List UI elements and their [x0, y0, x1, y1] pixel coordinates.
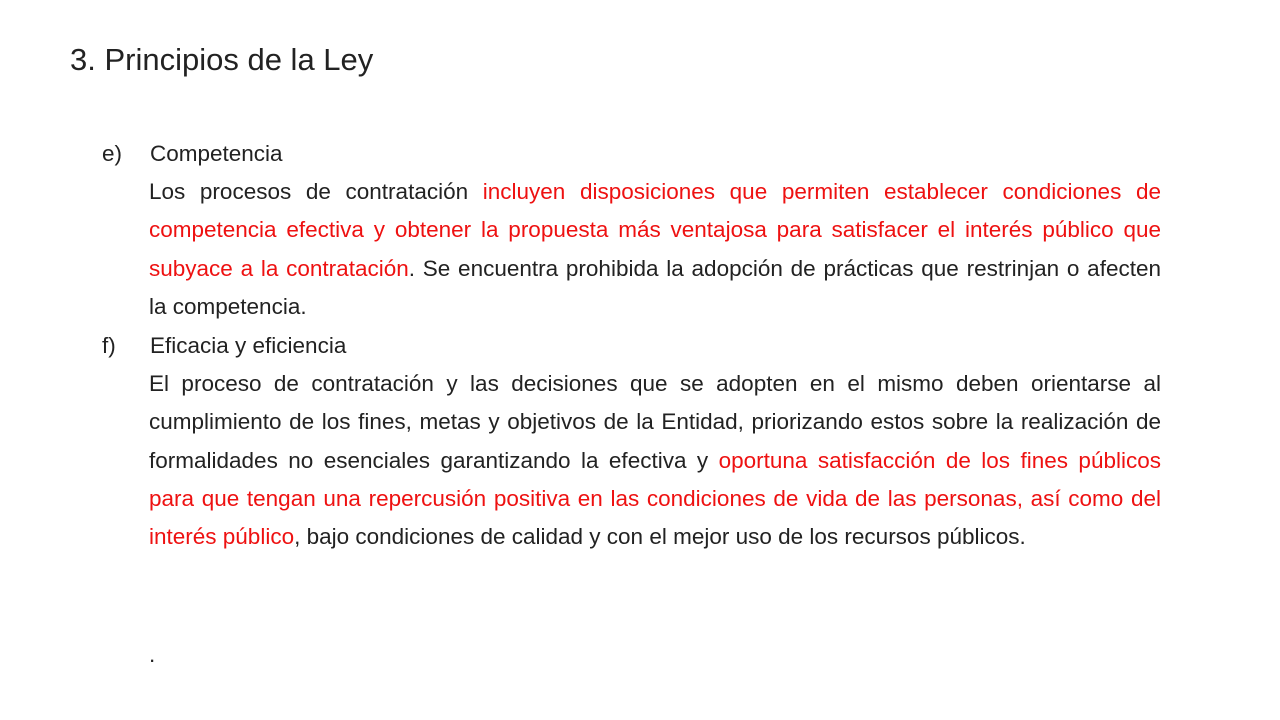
principle-heading-label: Eficacia y eficiencia — [150, 333, 347, 358]
list-marker: e) — [102, 141, 123, 166]
list-marker: f) — [102, 333, 116, 358]
highlighted-text: incluyen disposiciones que permiten establecer condiciones de competencia efectiva y obtener la propuesta más ventajosa para satisfacer el interés público que subyace a la contratación — [149, 179, 1161, 281]
highlighted-text: oportuna satisfacción de los fines públicos para que tengan una repercusión positiva en las condiciones de vida de las personas, así como del interés público — [149, 447, 1161, 550]
principle-body-eficacia — [149, 365, 1161, 556]
trailing-period: . — [149, 642, 156, 667]
principle-body-competencia — [149, 173, 1161, 326]
body-text: El proceso de contratación y las decisiones que se adopten en el mismo deben orientarse al cumplimiento de los fines, metas y objetivos de la Entidad, priorizando estos sobre la realización de formalidades no esenciales garantizando la efectiva y — [149, 371, 1161, 473]
principle-heading-eficacia — [102, 327, 346, 365]
page-title: 3. Principios de la Ley — [70, 42, 374, 77]
principle-heading-competencia — [102, 135, 283, 173]
body-text: Los procesos de contratación — [149, 179, 483, 204]
body-text: . Se encuentra prohibida la adopción de prácticas que restrinjan o afecten la competencia. — [149, 255, 1161, 319]
principle-heading-label: Competencia — [150, 141, 283, 166]
body-text: , bajo condiciones de calidad y con el mejor uso de los recursos públicos. — [294, 524, 1026, 550]
